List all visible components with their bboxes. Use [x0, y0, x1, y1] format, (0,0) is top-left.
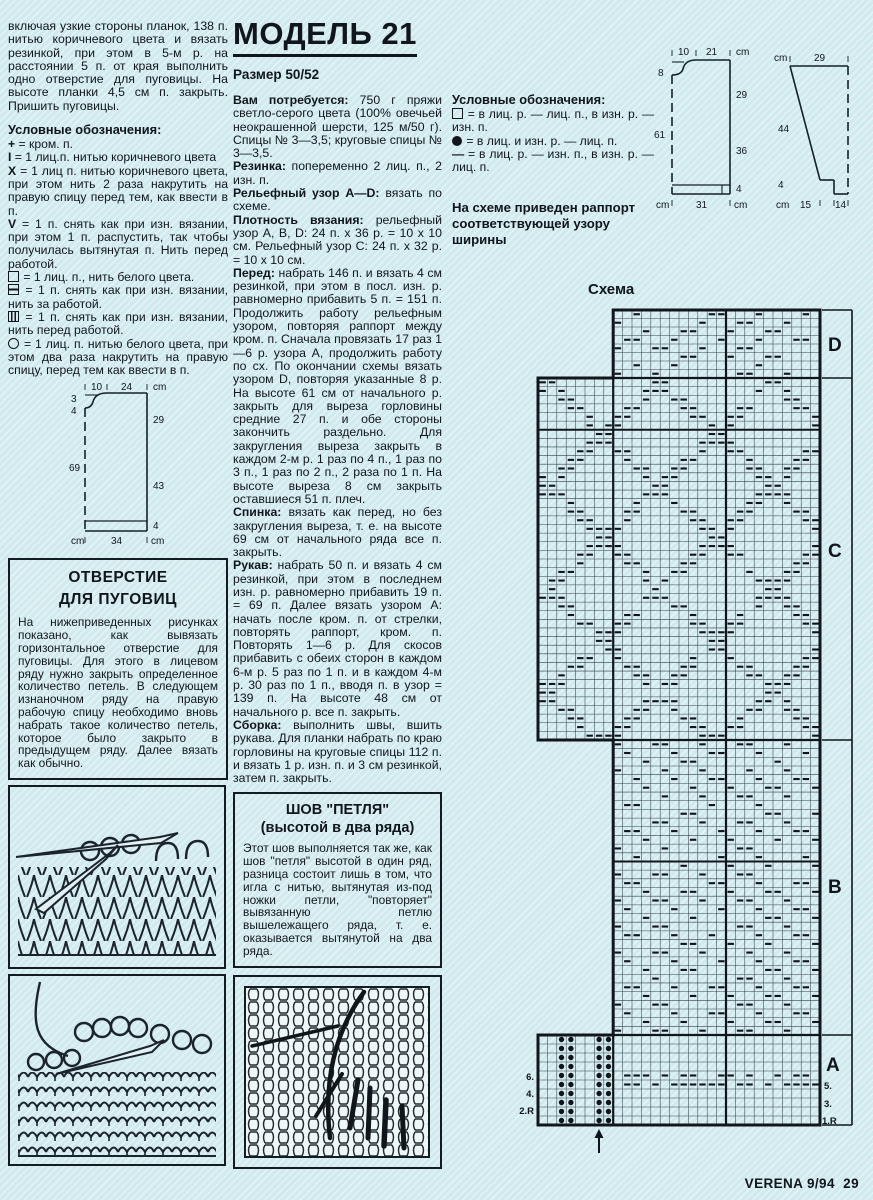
legend-text: = 1 п. снять как при изн. вязании, нить за работой. [8, 283, 228, 311]
page-number: 29 [843, 1176, 859, 1191]
row-label-right: 1.R [822, 1116, 837, 1127]
section-label-a: A [826, 1055, 840, 1076]
row-label-left: 4. [526, 1089, 534, 1100]
seam-box-body: Этот шов выполняется так же, как шов "петля" высотой в один ряд, разница состоит лишь в том, что игла с нитью, вытянутая из-под ножки петли, "повторяет" вывязанную петлю вышележащего ряда, т. е. оказывается вытянутой на два ряда. [243, 841, 432, 958]
legend-text: = 1 п. снять как при изн. вязании, при этом 1 п. распустить, так чтобы получилась вытянутая п. Нить перед работой. [8, 216, 228, 271]
legend-title-right: Условные обозначения: [452, 92, 606, 107]
row-label-right: 3. [824, 1099, 832, 1110]
buttonhole-box [8, 558, 228, 780]
dash-symbol: — [452, 146, 465, 161]
square-hline-icon [8, 284, 19, 295]
intro-paragraph: включая узкие стороны планок, 138 п. нитью коричневого цвета и вязать резинкой, при этом в 5-м р. на расстоянии 5 п. от края выполнить одно отверстие для пуговицы. На высоте планки 4,5 см п. закрыть. Пришить пуговицы. [8, 19, 228, 113]
legend-text: = 1 лиц. п. нитью белого цвета, при этом два раза накрутить на правую спицу, перед тем как ввести в п. [8, 336, 228, 378]
materials-paragraph [233, 94, 442, 160]
measure: cm [774, 53, 788, 64]
paragraph-label: Вам потребуется: [233, 93, 349, 107]
row-label-left: 6. [526, 1072, 534, 1083]
section-label-d: D [828, 335, 842, 356]
row-label-left: 2.R [519, 1106, 534, 1117]
legend-item [452, 108, 654, 135]
paragraph-text: набрать 50 п. и вязать 4 см резинкой, при этом в последнем изн. р. равномерно прибавить 19 п. = 69 п. Далее вязать узором A: начать после кром. п. от стрелки, повторять раппорт, кром. п. Повторять 1—6 р. Для скосов прибавить с обеих сторон в каждом 6-м р. 5 раз по 1 п. и в каждом 4-м р. 30 раз по 1 п., вводя п. в узор = 139 п. На высоте 48 см от начального р. все п. закрыть. [233, 558, 443, 719]
legend-text: = 1 лиц. п., нить белого цвета. [23, 270, 195, 285]
measure: 14 [835, 200, 847, 211]
legend-text: = кром. п. [18, 137, 74, 152]
measure: 3 [71, 394, 77, 406]
measure: 29 [736, 90, 748, 101]
measure: 44 [778, 124, 790, 135]
measure: 69 [69, 463, 81, 475]
measure: cm [776, 200, 790, 211]
legend-item [452, 135, 654, 148]
paragraph-text: попеременно 2 лиц. п., 2 изн. п. [233, 159, 442, 187]
ribbing-paragraph [233, 160, 442, 187]
measure: 34 [111, 536, 123, 548]
chart-note: На схеме приведен раппорт соответствующей узору ширины [452, 200, 636, 248]
measure: 21 [706, 47, 718, 58]
measure: 31 [696, 200, 708, 211]
paragraph-text: 750 г пряжи светло-серого цвета (100% овечьей неокрашенной шерсти, 125 м/50 г). Спицы № 3—3,5; круговые спицы № 3—3,5. [233, 93, 442, 161]
fabric-photo-frame [233, 975, 442, 1169]
paragraph-text: набрать 146 п. и вязать 4 см резинкой, при этом в посл. изн. р. равномерно прибавить 5 п. = 151 п. Продолжить работу рельефным узором, повторяя раппорт между кром. п. Сначала провязать 17 раз 1—6 р. узора A, продолжить работу по сх. По окончании схемы вязать узором D, повторяя указанные 8 р. На высоте 61 см от начального р. закрыть для выреза горловины средние 27 п. и обе стороны закончить раздельно. Для закругления выреза закрыть в каждом 2-м р. 1 раз по 4 п., 1 раз по 3 п., 1 раз по 2 п., 2 раза по 1 п. На высоте выреза 8 см закрыть оставшиеся 51 п. плеч. [233, 265, 443, 506]
legend-text: = в лиц. р. — лиц. п., в изн. р. — изн. п. [452, 107, 655, 135]
page-title: МОДЕЛЬ 21 [233, 16, 417, 57]
legend-item [8, 165, 228, 218]
back-piece-schematic [13, 381, 218, 549]
circle-icon [8, 338, 19, 349]
measure: cm [151, 536, 165, 548]
relief-pattern-paragraph [233, 187, 442, 214]
legend-item [8, 311, 228, 338]
paragraph-label: Рукав: [233, 558, 273, 573]
seam-box-title [243, 801, 432, 837]
front-paragraph [233, 267, 442, 506]
assembly-paragraph [233, 719, 442, 785]
measure: 8 [658, 68, 664, 79]
measure: cm [71, 536, 85, 548]
buttonhole-illustration-bindoff [8, 785, 226, 969]
legend-text: = 1 лиц п. нитью коричневого цвета, при этом нить 2 раза накрутить на правую спицу перед тем, как ввести в п. [8, 163, 228, 218]
right-column [452, 90, 654, 248]
measure: 29 [153, 415, 165, 427]
legend-list-left [8, 138, 228, 377]
paragraph-label: Спинка: [233, 505, 282, 520]
legend-item [8, 271, 228, 284]
legend-item [8, 151, 228, 164]
buttonhole-title-line2: ДЛЯ ПУГОВИЦ [59, 591, 177, 609]
seam-box [233, 792, 442, 967]
buttonhole-illustration-caston [8, 974, 226, 1166]
front-and-sleeve-schematics [650, 28, 870, 223]
measure: 4 [71, 406, 77, 418]
legend-text: = 1 лиц.п. нитью коричневого цвета [14, 150, 217, 165]
magazine-issue: VERENA 9/94 [744, 1176, 835, 1191]
measure: 29 [814, 53, 826, 64]
legend-item [8, 218, 228, 271]
buttonhole-title-line1: ОТВЕРСТИЕ [68, 569, 168, 587]
paragraph-text: рельефный узор A, B, D: 24 п. x 36 р. = 10 x 10 см. Рельефный узор C: 24 п. x 32 р. = 10 x 10 см. [233, 212, 442, 267]
measure: 36 [736, 146, 748, 157]
measure: 61 [654, 130, 666, 141]
measure: cm [736, 47, 750, 58]
legend-item [8, 284, 228, 311]
plus-symbol: + [8, 137, 16, 152]
measure: 15 [800, 200, 812, 211]
legend-text: = в лиц. р. — изн. п., в изн. р. — лиц. п. [452, 146, 654, 175]
section-label-c: C [828, 541, 842, 562]
measure: 4 [153, 521, 159, 533]
size-label: Размер 50/52 [233, 67, 320, 82]
measure: 24 [121, 382, 133, 394]
gauge-paragraph [233, 214, 442, 267]
measure: cm [153, 382, 167, 394]
buttonhole-box-body: На нижеприведенных рисунках показано, как вывязать горизонтальное отверстие для пуговицы. Для этого в лицевом ряду нужно закрыть определенное количество петель. В следующем изнаночном ряду на правую рабочую спицу необходимо вновь набрать такое количество петель, которое было закрыто в предыдущем ряду. Далее вязать как обычно. [18, 615, 218, 771]
measure: 43 [153, 481, 165, 493]
x-symbol: X [8, 163, 17, 178]
chart-title: Схема [588, 281, 635, 298]
paragraph-text: вязать как перед, но без закругления выреза, т. е. на высоте 69 см от начального ряда все п. закрыть. [233, 505, 442, 560]
v-symbol: V [8, 216, 17, 231]
filled-circle-icon [452, 136, 462, 146]
legend-title-left: Условные обозначения: [8, 122, 162, 138]
paragraph-label: Перед: [233, 265, 275, 280]
paragraph-label: Плотность вязания: [233, 212, 364, 227]
legend-item [8, 138, 228, 151]
row-label-right: 5. [824, 1081, 832, 1092]
empty-square-icon [8, 271, 19, 282]
chart-section-bracket [822, 310, 852, 1125]
legend-item [452, 148, 654, 175]
page-footer [745, 1176, 859, 1191]
legend-item [8, 338, 228, 378]
fabric-photo [244, 986, 430, 1158]
section-label-b: B [828, 877, 842, 898]
paragraph-label: Сборка: [233, 717, 282, 732]
paragraph-label: Резинка: [233, 159, 286, 174]
empty-square-icon [452, 108, 463, 119]
back-paragraph [233, 506, 442, 559]
left-column [8, 20, 228, 1166]
measure: 10 [91, 382, 103, 394]
seam-title-line2: (высотой в два ряда) [260, 820, 415, 837]
square-vlines-icon [8, 311, 19, 322]
measure: 10 [678, 47, 690, 58]
center-column [233, 16, 442, 1169]
buttonhole-box-title [18, 567, 218, 611]
seam-title-line1: ШОВ "ПЕТЛЯ" [285, 802, 390, 819]
measure: cm [734, 200, 748, 211]
bar-symbol: I [8, 150, 12, 165]
knitting-chart [500, 285, 873, 1170]
measure: 4 [736, 184, 742, 195]
legend-list-right [452, 108, 654, 174]
measure: 4 [778, 180, 784, 191]
paragraph-text: выполнить швы, вшить рукава. Для планки набрать по краю горловины на круговые спицы 112 п. и вязать 1 р. изн. п. и 3 см резинкой, затем п. закрыть. [233, 717, 443, 786]
repeat-start-arrow-icon [595, 1129, 604, 1153]
measure: cm [656, 200, 670, 211]
legend-text: = в лиц. и изн. р. — лиц. п. [466, 133, 618, 148]
sleeve-paragraph [233, 559, 442, 719]
chart-grid [538, 310, 820, 1125]
legend-text: = 1 п. снять как при изн. вязании, нить перед работой. [8, 309, 228, 338]
paragraph-label: Рельефный узор A—D: [233, 186, 380, 201]
paragraph-text: вязать по схеме. [233, 186, 443, 214]
